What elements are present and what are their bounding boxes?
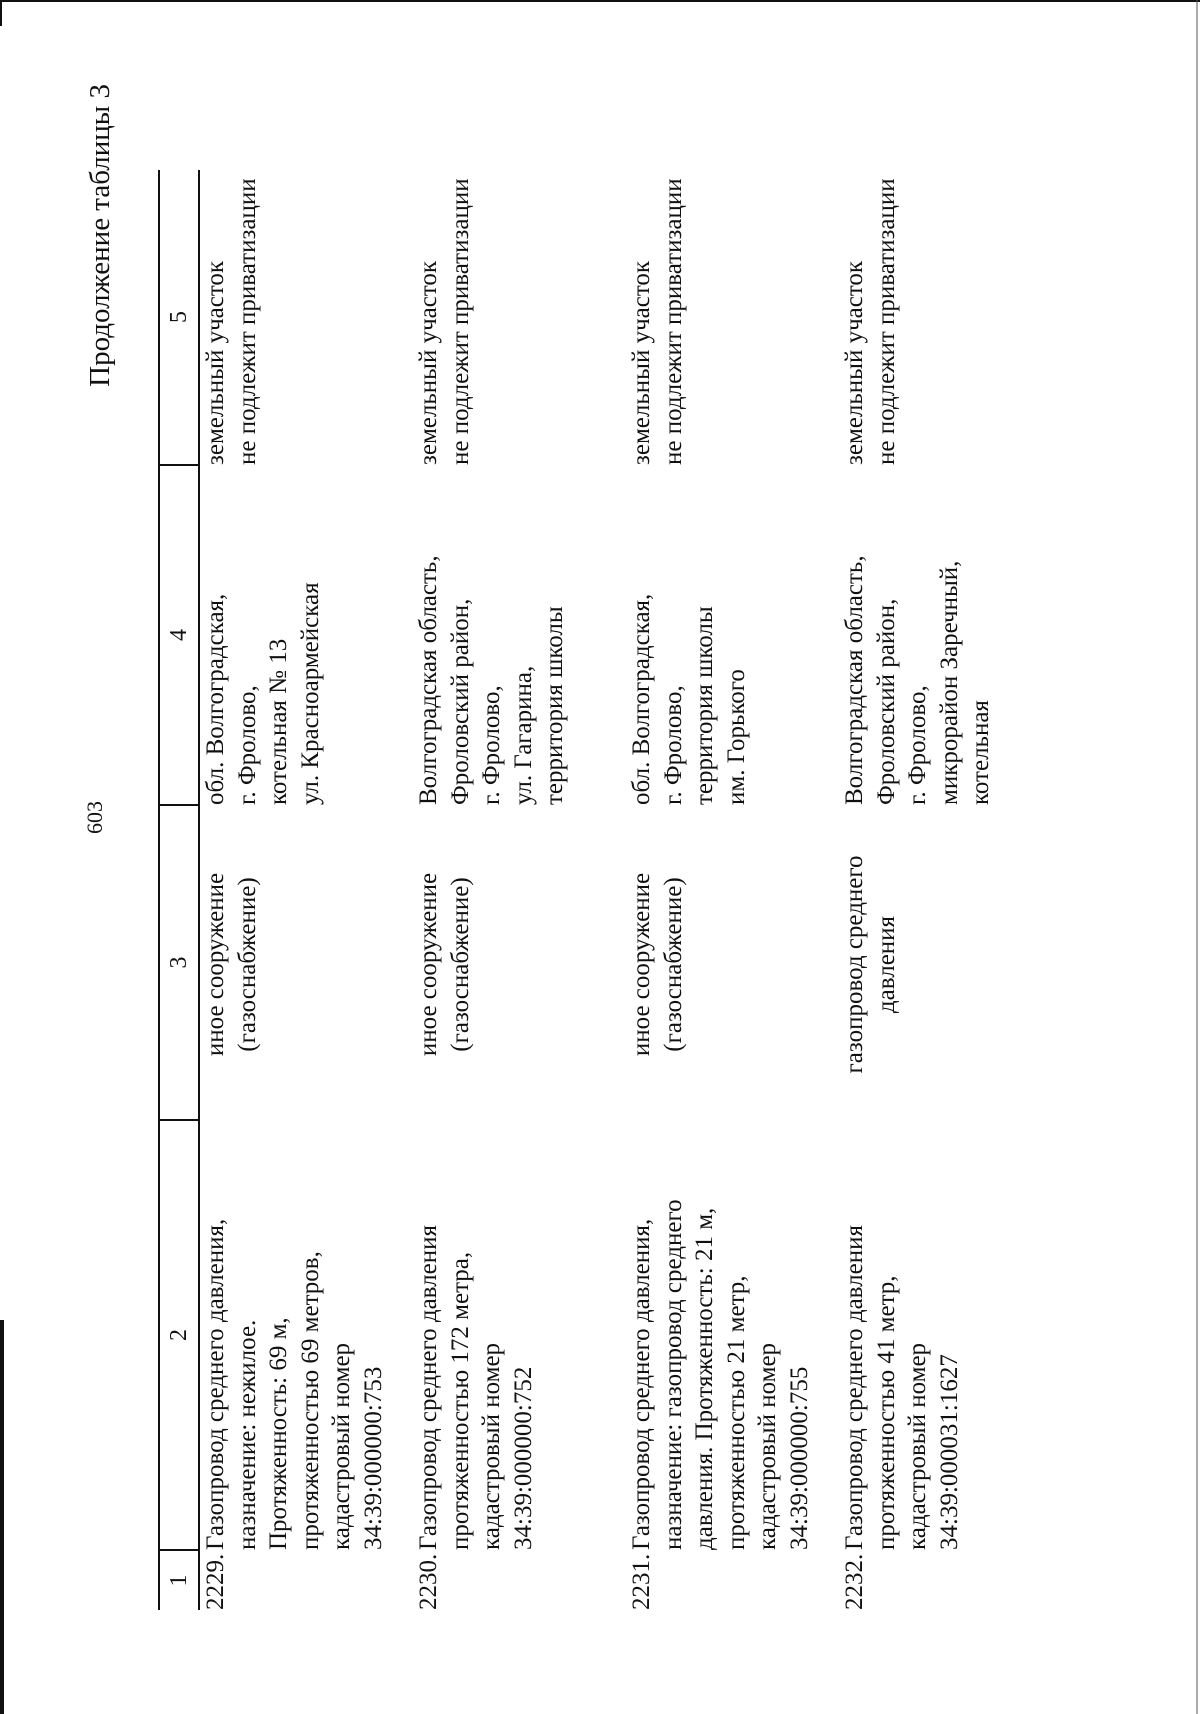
description-line: протяженностью 41 метр, (872, 1275, 900, 1550)
note-line: не подлежит приватизации (872, 178, 900, 465)
header-col-1: 1 (159, 1550, 199, 1610)
type-line: иное сооружение (628, 872, 655, 1057)
object-address (199, 465, 413, 805)
object-description (199, 1120, 413, 1550)
address-line: территория школы (691, 606, 718, 805)
type-line: иное сооружение (415, 872, 442, 1057)
type-line: давления (872, 915, 900, 1014)
object-note (626, 170, 839, 465)
description-line: протяженностью 172 метра, (446, 1251, 474, 1550)
object-address (626, 465, 839, 805)
description-line: протяженностью 21 метр, (722, 1275, 750, 1550)
description-line: назначение: нежилое. (233, 1319, 261, 1550)
description-line: Протяженность: 69 м, (265, 1317, 292, 1550)
description-line: кадастровый номер (754, 1342, 781, 1550)
object-type (413, 805, 626, 1120)
description-line: 34:39:000000:753 (359, 1366, 387, 1550)
address-line: Фроловский район, (872, 598, 900, 805)
note-line: земельный участок (202, 260, 229, 465)
header-col-4: 4 (159, 465, 199, 805)
address-line: обл. Волгоградская, (202, 593, 229, 805)
note-line: земельный участок (415, 260, 442, 465)
description-line: назначение: газопровод среднего (659, 1199, 687, 1550)
table-row (199, 170, 413, 1610)
object-description (626, 1120, 839, 1550)
header-col-3: 3 (159, 805, 199, 1120)
type-line: иное сооружение (202, 872, 229, 1057)
object-address (413, 465, 626, 805)
table-row (839, 170, 1052, 1610)
address-line: им. Горького (722, 669, 750, 805)
address-line: г. Фролово, (478, 685, 505, 805)
address-line: г. Фролово, (233, 685, 261, 805)
page-number: 603 (82, 801, 107, 834)
address-line: Фроловский район, (446, 598, 474, 805)
type-line: (газоснабжение) (659, 877, 687, 1052)
address-line: г. Фролово, (659, 685, 687, 805)
description-line: Газопровод среднего давления (415, 1225, 442, 1550)
object-note (839, 170, 1052, 465)
object-description (413, 1120, 626, 1550)
description-line: кадастровый номер (904, 1342, 931, 1550)
address-line: Волгоградская область, (841, 555, 868, 805)
table-row (413, 170, 626, 1610)
address-line: ул. Красноармейская (296, 582, 324, 805)
description-line: 34:39:000031:1627 (935, 1354, 963, 1550)
header-col-2: 2 (159, 1120, 199, 1550)
description-line: Газопровод среднего давления, (202, 1218, 229, 1550)
object-note (413, 170, 626, 465)
note-line: земельный участок (628, 260, 655, 465)
description-line: Газопровод среднего давления (841, 1225, 868, 1550)
address-line: микрорайон Заречный, (935, 560, 963, 805)
object-type (199, 805, 413, 1120)
type-line: газопровод среднего (841, 855, 868, 1074)
address-line: котельная № 13 (265, 638, 292, 805)
note-line: не подлежит приватизации (659, 178, 687, 465)
description-line: Газопровод среднего давления, (628, 1218, 655, 1550)
table-row (626, 170, 839, 1610)
row-number: 2231. (628, 1553, 655, 1610)
description-line: протяженностью 69 метров, (296, 1251, 324, 1550)
note-line: земельный участок (841, 260, 868, 465)
header-row (159, 170, 199, 1610)
type-line: (газоснабжение) (446, 877, 474, 1052)
object-description (839, 1120, 1052, 1550)
address-line: территория школы (541, 606, 568, 805)
note-line: не подлежит приватизации (233, 178, 261, 465)
registry-table (158, 170, 1052, 1610)
address-line: ул. Гагарина, (509, 665, 537, 805)
address-line: обл. Волгоградская, (628, 593, 655, 805)
row-number: 2232. (841, 1553, 868, 1610)
note-line: не подлежит приватизации (446, 178, 474, 465)
description-line: кадастровый номер (328, 1342, 355, 1550)
header-col-5: 5 (159, 170, 199, 465)
description-line: давления. Протяженность: 21 м, (691, 1207, 718, 1550)
address-line: котельная (967, 700, 994, 805)
object-note (199, 170, 413, 465)
table-caption: Продолжение таблицы 3 (84, 84, 116, 387)
object-type (839, 805, 1052, 1120)
type-line: (газоснабжение) (233, 877, 261, 1052)
description-line: 34:39:000000:752 (509, 1366, 537, 1550)
row-number: 2229. (202, 1553, 229, 1610)
description-line: 34:39:000000:755 (785, 1366, 813, 1550)
object-address (839, 465, 1052, 805)
address-line: Волгоградская область, (415, 555, 442, 805)
row-number: 2230. (415, 1553, 442, 1610)
object-type (626, 805, 839, 1120)
description-line: кадастровый номер (478, 1342, 505, 1550)
address-line: г. Фролово, (904, 685, 931, 805)
